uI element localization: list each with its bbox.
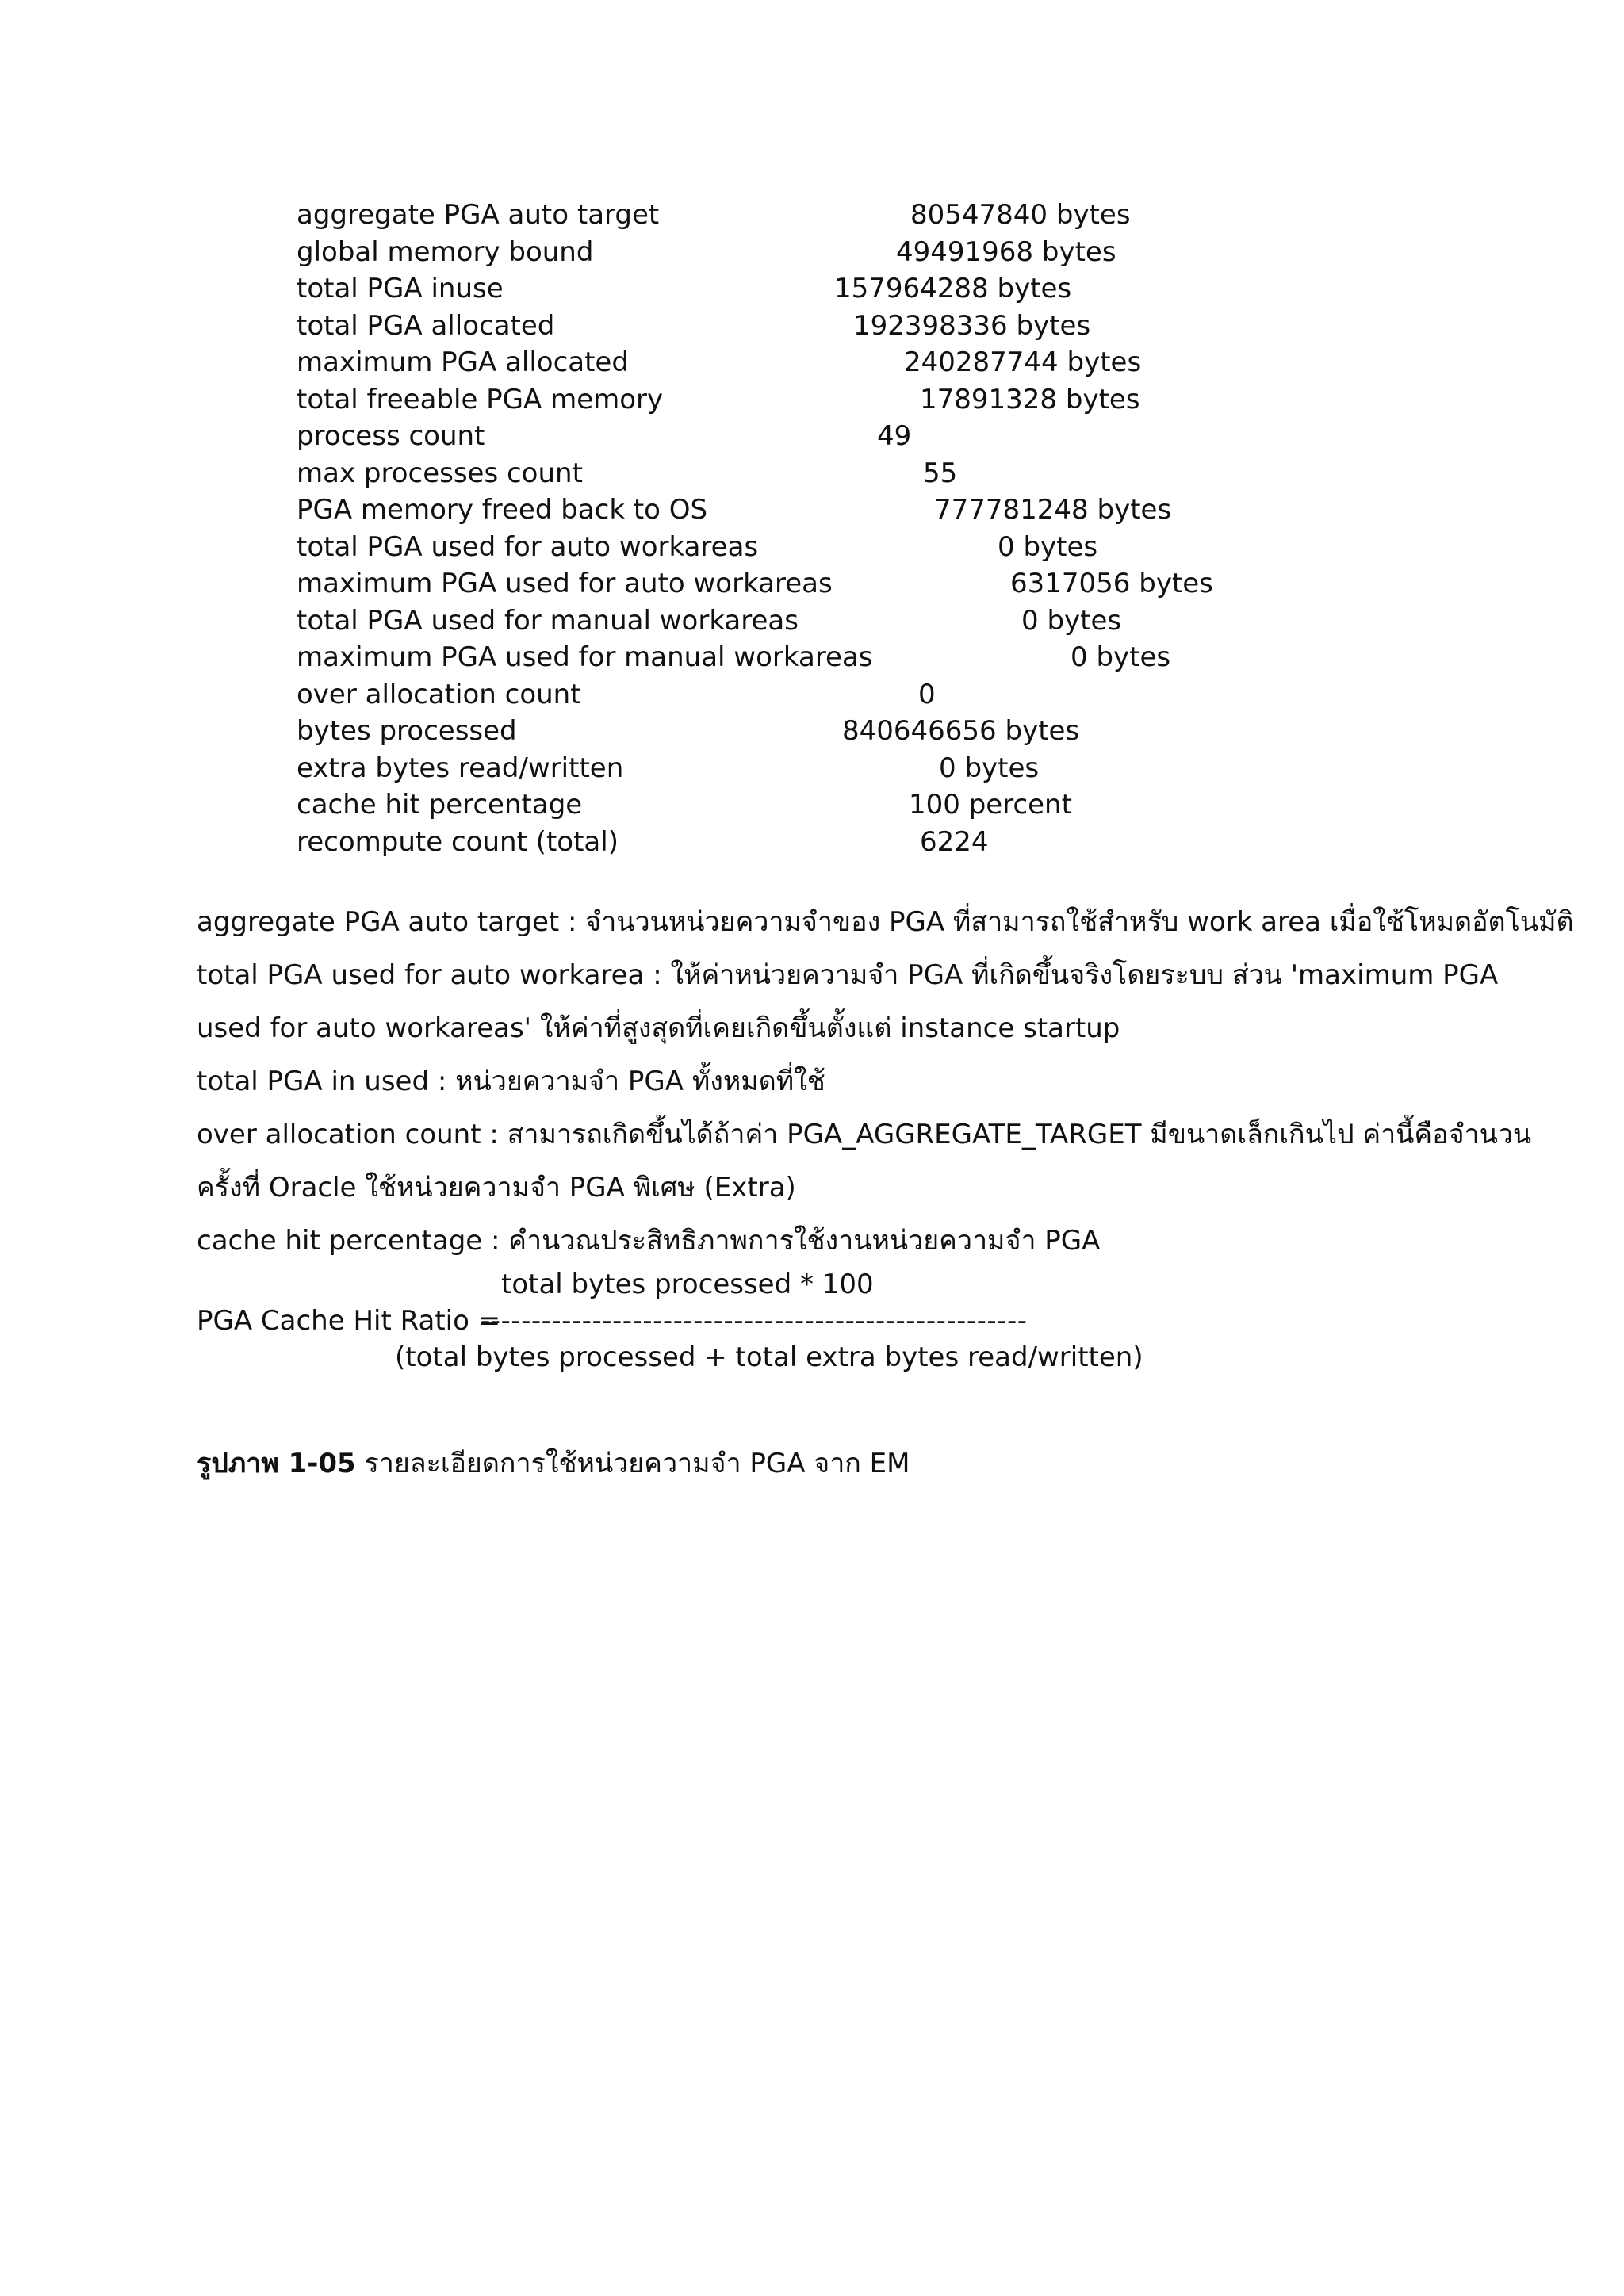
- caption-text: รายละเอียดการใช้หน่วยความจำ PGA จาก EM: [355, 1448, 910, 1479]
- stat-row: [297, 381, 1565, 419]
- formula-denominator: (total bytes processed + total extra bytes read/written): [395, 1341, 1143, 1373]
- stat-value: 80547840 bytes: [910, 199, 1131, 231]
- note-line: total PGA used for auto workarea : ให้ค่าหน่วยความจำ PGA ที่เกิดขึ้นจริงโดยระบบ ส่วน 'maximum PGA: [197, 959, 1499, 991]
- stat-value: 6317056 bytes: [1010, 568, 1213, 599]
- stat-label: bytes processed: [297, 715, 517, 747]
- note-line: used for auto workareas' ให้ค่าที่สูงสุดที่เคยเกิดขึ้นตั้งแต่ instance startup: [197, 1012, 1120, 1044]
- stat-row: [297, 197, 1565, 234]
- stat-row: [297, 750, 1565, 787]
- stat-value: 0 bytes: [998, 530, 1098, 563]
- stat-row: [297, 455, 1565, 492]
- stat-label: total PGA used for manual workareas: [297, 604, 799, 637]
- stat-label: recompute count (total): [297, 825, 619, 858]
- stat-row: [297, 529, 1565, 566]
- stat-value: 100 percent: [909, 789, 1072, 821]
- stat-value: 157964288 bytes: [834, 273, 1072, 304]
- stat-label: process count: [297, 420, 485, 452]
- stat-row: [297, 639, 1565, 676]
- stat-row: [297, 824, 1565, 861]
- stat-value: 17891328 bytes: [920, 383, 1140, 415]
- stat-row: [297, 713, 1565, 750]
- stat-row: [297, 786, 1565, 824]
- stat-label: total freeable PGA memory: [297, 383, 664, 415]
- stat-row: [297, 565, 1565, 603]
- stat-row: [297, 492, 1565, 529]
- note-line: aggregate PGA auto target : จำนวนหน่วยความจำของ PGA ที่สามารถใช้สำหรับ work area เมื่อใช้โหมดอัตโนมัติ: [197, 906, 1574, 938]
- stat-value: 0: [918, 678, 936, 710]
- formula-numerator: total bytes processed * 100: [501, 1269, 874, 1300]
- explanation-notes: [197, 904, 1592, 1276]
- note-line: cache hit percentage : คำนวณประสิทธิภาพการใช้งานหน่วยความจำ PGA: [197, 1225, 1101, 1257]
- stat-label: total PGA inuse: [297, 273, 504, 304]
- note-line: ครั้งที่ Oracle ใช้หน่วยความจำ PGA พิเศษ (Extra): [197, 1172, 796, 1203]
- stat-value: 6224: [920, 825, 989, 858]
- stat-label: over allocation count: [297, 678, 581, 710]
- pga-stats-list: [297, 197, 1565, 860]
- stat-value: 0 bytes: [1021, 604, 1122, 637]
- stat-row: [297, 308, 1565, 345]
- note-line: total PGA in used : หน่วยความจำ PGA ทั้งหมดที่ใช้: [197, 1066, 825, 1097]
- stat-label: maximum PGA used for manual workareas: [297, 641, 873, 673]
- stat-row: [297, 676, 1565, 714]
- stat-value: 240287744 bytes: [904, 346, 1142, 378]
- caption-label: รูปภาพ 1-05: [197, 1448, 356, 1479]
- stat-value: 777781248 bytes: [934, 494, 1172, 526]
- stat-label: maximum PGA used for auto workareas: [297, 568, 833, 599]
- stat-label: total PGA used for auto workareas: [297, 530, 759, 563]
- note-line: over allocation count : สามารถเกิดขึ้นได้ถ้าค่า PGA_AGGREGATE_TARGET มีขนาดเล็กเกินไป ค่านี้คือจำนวน: [197, 1119, 1532, 1150]
- stat-label: aggregate PGA auto target: [297, 199, 660, 231]
- stat-value: 192398336 bytes: [853, 309, 1091, 342]
- stat-value: 0 bytes: [1071, 641, 1171, 673]
- stat-label: PGA memory freed back to OS: [297, 494, 708, 526]
- stat-row: [297, 270, 1565, 308]
- stat-value: 55: [923, 457, 958, 489]
- stat-value: 0 bytes: [939, 752, 1040, 784]
- stat-row: [297, 344, 1565, 381]
- formula-fraction-bar: ------------------------------------------------------: [481, 1305, 1028, 1337]
- stat-label: global memory bound: [297, 235, 594, 268]
- figure-caption: [197, 1441, 910, 1484]
- stat-row: [297, 418, 1565, 455]
- stat-row: [297, 603, 1565, 640]
- stat-value: 840646656 bytes: [842, 715, 1080, 747]
- stat-label: max processes count: [297, 457, 583, 489]
- stat-label: cache hit percentage: [297, 789, 583, 821]
- stat-row: [297, 234, 1565, 271]
- stat-label: total PGA allocated: [297, 309, 555, 342]
- stat-value: 49: [877, 420, 912, 452]
- stat-value: 49491968 bytes: [896, 235, 1116, 268]
- formula-lhs: PGA Cache Hit Ratio =: [197, 1305, 501, 1337]
- stat-label: maximum PGA allocated: [297, 346, 629, 378]
- stat-label: extra bytes read/written: [297, 752, 624, 784]
